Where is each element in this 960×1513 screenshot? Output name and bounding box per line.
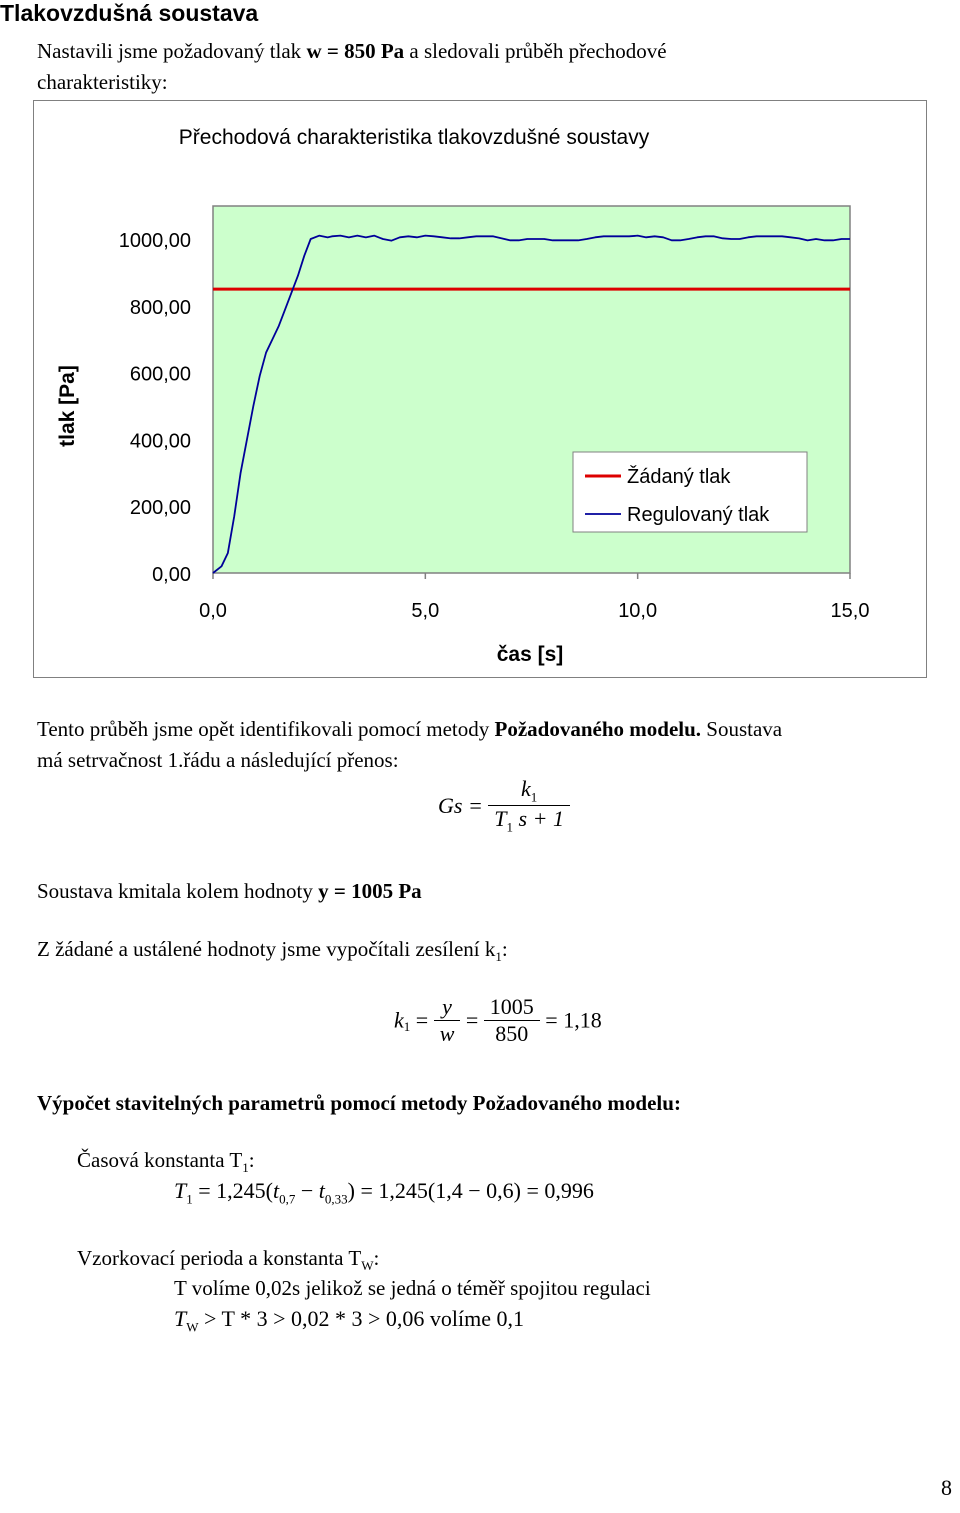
chart-title: Přechodová charakteristika tlakovzdušné soustavy <box>178 126 650 149</box>
formula-denominator-sub: 1 <box>506 819 514 835</box>
formula-numerator-sub: 1 <box>530 789 538 805</box>
time-constant-symbol-sub: 1 <box>186 1191 193 1207</box>
time-t1: t <box>272 1178 280 1203</box>
y-axis-label: tlak [Pa] <box>56 365 79 447</box>
time-constant-factor: = 1,245( <box>198 1178 273 1203</box>
legend-label-measured: Regulovaný tlak <box>627 504 770 526</box>
sampling-label-text: Vzorkovací perioda a konstanta T <box>77 1246 362 1270</box>
sampling-label-sub: W <box>361 1258 374 1274</box>
page-number: 8 <box>941 1475 952 1500</box>
fraction-denominator-value: 850 <box>495 1021 529 1046</box>
gain-symbol: k <box>394 1007 404 1033</box>
intro-paragraph <box>37 36 937 98</box>
x-axis-label: čas [s] <box>496 643 564 666</box>
time-constant-label-text: Časová konstanta T <box>77 1148 243 1172</box>
y-tick-label: 400,00 <box>129 430 191 453</box>
x-tick-label: 5,0 <box>411 600 440 622</box>
formula-denominator-rest: s + 1 <box>518 806 564 832</box>
y-tick-label: 800,00 <box>129 296 191 319</box>
legend <box>573 452 807 532</box>
transfer-function-formula <box>438 776 570 836</box>
equals-sign: = <box>465 1007 479 1033</box>
gain-text-sub: 1 <box>495 949 502 965</box>
time-t2-sub: 0,33 <box>324 1191 348 1207</box>
gain-result: 1,18 <box>563 1007 602 1033</box>
fraction-numerator-value: 1005 <box>484 994 540 1021</box>
setpoint-value: w = 850 Pa <box>306 39 405 63</box>
y-tick-label: 0,00 <box>152 564 191 586</box>
fraction-y-w <box>434 994 461 1047</box>
y-axis <box>119 230 191 586</box>
gain-text: Z žádané a ustálené hodnoty jsme vypočítali zesílení k <box>37 937 496 961</box>
x-tick-label: 10,0 <box>618 600 658 622</box>
formula-lhs: Gs = <box>438 792 483 818</box>
equals-sign: = <box>415 1007 429 1033</box>
gain-symbol-sub: 1 <box>403 1018 411 1034</box>
fraction-values <box>484 994 540 1047</box>
paragraph-text-line2: má setrvačnost 1.řádu a následující přenos: <box>37 748 399 772</box>
x-axis <box>199 573 869 622</box>
x-tick-label: 15,0 <box>830 600 870 622</box>
page-title: Tlakovzdušná soustava <box>0 0 259 26</box>
sampling-label <box>77 1246 379 1274</box>
time-constant-result: ) = 1,245(1,4 − 0,6) = 0,996 <box>347 1178 594 1203</box>
intro-text-line2: charakteristiky: <box>37 70 168 94</box>
equals-sign: = <box>545 1007 558 1033</box>
section-heading: Výpočet stavitelných parametrů pomocí metody Požadovaného modelu: <box>37 1091 681 1115</box>
paragraph-text-continued: Soustava <box>701 717 783 741</box>
formula-numerator: k <box>521 776 531 801</box>
sampling-symbol: T <box>174 1306 187 1331</box>
intro-text-continued: a sledovali průběh přechodové <box>404 39 667 63</box>
oscillation-line <box>37 876 937 907</box>
time-constant-label <box>77 1148 255 1176</box>
sampling-result: > T * 3 > 0,02 * 3 > 0,06 volíme 0,1 <box>204 1306 524 1331</box>
time-constant-label-colon: : <box>248 1148 255 1172</box>
time-t1-sub: 0,7 <box>279 1191 296 1207</box>
y-tick-label: 200,00 <box>129 497 191 520</box>
time-constant-label-sub: 1 <box>242 1160 249 1176</box>
y-tick-label: 600,00 <box>129 363 191 386</box>
formula-fraction <box>488 776 570 836</box>
oscillation-text: Soustava kmitala kolem hodnoty <box>37 879 319 903</box>
sampling-symbol-sub: W <box>186 1319 199 1335</box>
y-tick-label: 1000,00 <box>118 230 191 252</box>
fraction-denominator-w: w <box>439 1021 455 1046</box>
legend-label-setpoint: Žádaný tlak <box>627 466 731 488</box>
x-tick-label: 0,0 <box>199 600 227 622</box>
step-response-chart <box>34 101 926 677</box>
sampling-label-colon: : <box>373 1246 380 1270</box>
method-name: Požadovaného modelu. <box>494 717 702 741</box>
minus-sign: − <box>300 1178 314 1203</box>
chart-frame <box>33 100 927 678</box>
formula-denominator-T: T <box>494 806 507 832</box>
sampling-formula <box>174 1306 524 1335</box>
intro-text: Nastavili jsme požadovaný tlak <box>37 39 307 63</box>
identification-paragraph <box>37 714 937 776</box>
fraction-numerator-y: y <box>434 994 461 1021</box>
paragraph-text: Tento průběh jsme opět identifikovali pomocí metody <box>37 717 495 741</box>
time-constant-symbol: T <box>174 1178 187 1203</box>
time-t2: t <box>318 1178 325 1203</box>
gain-text-colon: : <box>501 937 508 961</box>
sampling-explanation: T volíme 0,02s jelikož se jedná o téměř spojitou regulaci <box>174 1276 651 1300</box>
oscillation-value: y = 1005 Pa <box>318 879 422 903</box>
gain-formula <box>394 994 602 1047</box>
time-constant-formula <box>174 1178 594 1207</box>
gain-line <box>37 934 937 972</box>
